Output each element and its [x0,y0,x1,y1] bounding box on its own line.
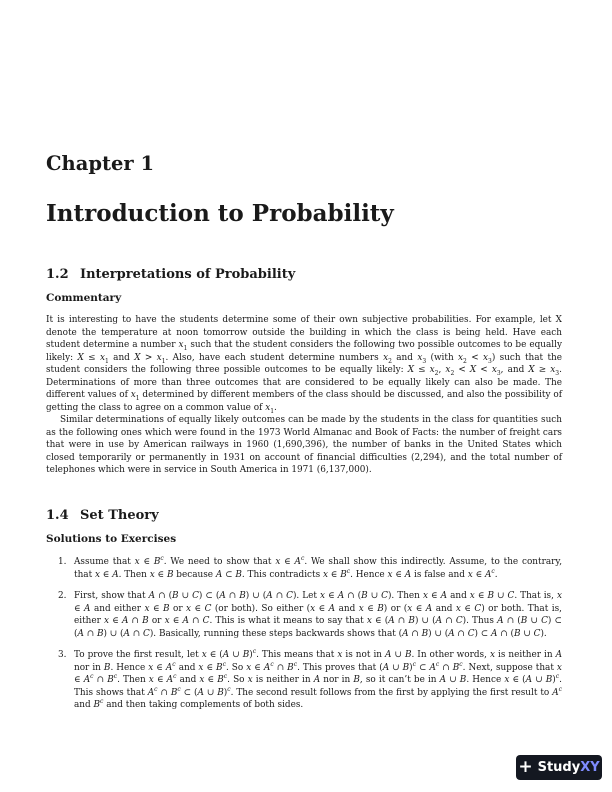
item-number: 2. [58,591,67,601]
item-number: 3. [58,650,67,660]
section-number: 1.4 [46,508,69,523]
commentary-paragraph-2: Similar determinations of equally likely outcomes can be made by the students in the class for quantities such as the following ones which were found in the 1973 World Almanac and Book of Facts: the number of freight cars that were in use by American railways in 1960 (1,690,396), the number of banks in the United States which closed temporarily or permanently in 1931 on account of financial difficulties (2,294), and the total number of telephones which were in service in South America in 1971 (6,137,000). [46,415,562,475]
commentary-paragraph-1: It is interesting to have the students determine some of their own subjective probabilities. For example, let X denote the temperature at noon tomorrow outside the building in which the class is being held. Have each student determine a number $x_1$ such that the student considers the following two possible outcomes to be equally likely: $X \le x_1$ and $X > x_1$. Also, have each student determine numbers $x_2$ and $x_3$ (with $x_2 < x_3$) such that the student considers the following three possible outcomes to be equally likely: $X \le x_2$, $x_2 < X < x_3$, and $X \ge x_3$. Determinations of more than three outcomes that are considered to be equally likely can also be made. The different values of $x_1$ determined by different members of the class should be discussed, and also the possibility of getting the class to agree on a common value of $x_1$. [46,315,562,415]
section-title: Interpretations of Probability [80,267,296,282]
section-number: 1.2 [46,267,69,282]
commentary-body [46,314,562,477]
section-heading-1-2 [46,267,295,282]
section-heading-1-4 [46,508,159,523]
item-number: 1. [58,557,67,567]
solution-item-3: 3. To prove the first result, let x ∈ (A ∪ B)$^c$. This means that x is not in A ∪ B. In other words, x is neither in A nor in B. Hence x ∈ $A^c$ and x ∈ $B^c$. So x ∈ $A^c$ ∩ $B^c$. This proves that (A ∪ B)$^c$ ⊂ $A^c$ ∩ $B^c$. Next, suppose that x ∈ $A^c$ ∩ $B^c$. Then x ∈ $A^c$ and x ∈ $B^c$. So x is neither in A nor in B, so it can’t be in A ∪ B. Hence x ∈ (A ∪ B)$^c$. This shows that $A^c$ ∩ $B^c$ ⊂ (A ∪ B)$^c$. The second result follows from the first by applying the first result to $A^c$ and $B^c$ and then taking complements of both sides. [58,648,562,710]
studyxy-badge[interactable] [516,755,602,780]
solutions-list [46,556,562,721]
commentary-heading: Commentary [46,292,122,304]
section-title: Set Theory [80,508,159,523]
plus-icon: + [518,757,533,777]
chapter-label: Chapter 1 [46,152,155,175]
brand-logo-text: StudyXY [537,760,600,775]
chapter-title: Introduction to Probability [46,200,394,227]
solution-item-1: 1. Assume that x ∈ $B^c$. We need to show that x ∈ $A^c$. We shall show this indirectly. Assume, to the contrary, that x ∈ A. Then x ∈ B because A ⊂ B. This contradicts x ∈ $B^c$. Hence x ∈ A is false and x ∈ $A^c$. [58,555,563,580]
solutions-heading: Solutions to Exercises [46,533,177,545]
solution-item-2: 2. First, show that A ∩ (B ∪ C) ⊂ (A ∩ B) ∪ (A ∩ C). Let x ∈ A ∩ (B ∪ C). Then x ∈ A and x ∈ B ∪ C. That is, x ∈ A and either x ∈ B or x ∈ C (or both). So either (x ∈ A and x ∈ B) or (x ∈ A and x ∈ C) or both. That is, either x ∈ A ∩ B or x ∈ A ∩ C. This is what it means to say that x ∈ (A ∩ B) ∪ (A ∩ C). Thus A ∩ (B ∪ C) ⊂ (A ∩ B) ∪ (A ∩ C). Basically, running these steps backwards shows that (A ∩ B) ∪ (A ∩ C) ⊂ A ∩ (B ∪ C). [58,591,562,639]
